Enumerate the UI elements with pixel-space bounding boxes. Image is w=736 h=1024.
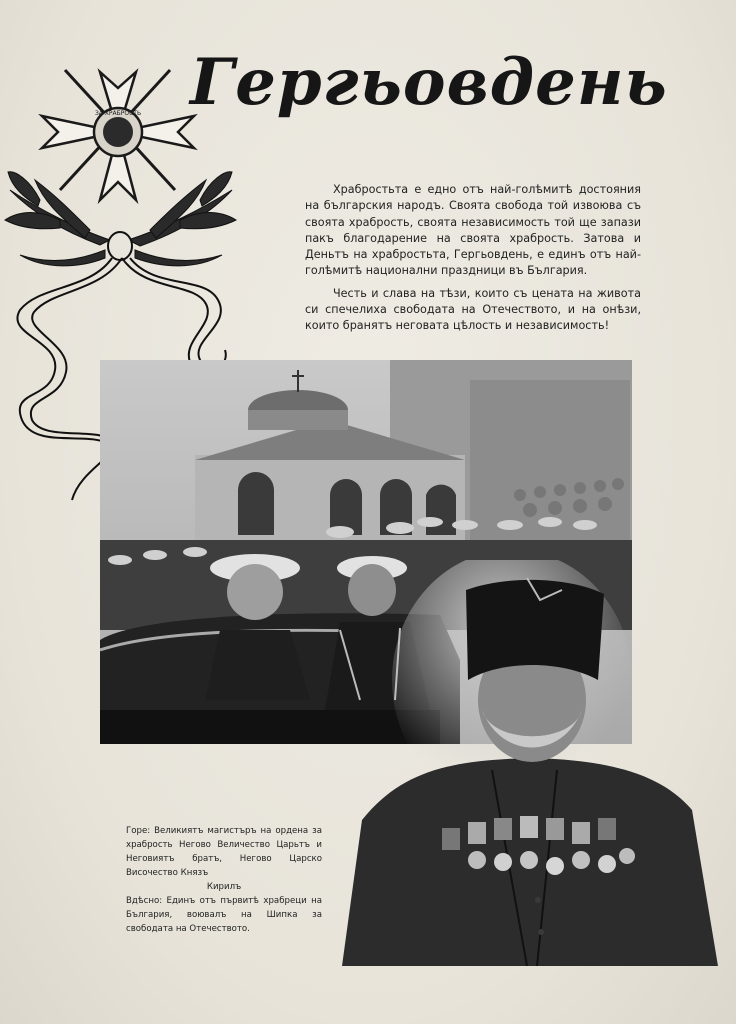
intro-text <box>305 182 641 335</box>
caption-bottom-text: Вдѣсно: Единъ отъ първитѣ храбреци на България, воювалъ на Шипка за свободата на Отечеството. <box>126 896 322 934</box>
caption-top-text: Горе: Великиятъ магистъръ на ордена за храбрость Негово Величество Царьтъ и Неговиятъ братъ, Негово Царско Височество Князъ <box>126 826 322 878</box>
intro-paragraph-2: Честь и слава на тѣзи, които съ цената на живота си спечелиха свободата на Отечеството, и на онѣзи, които бранятъ неговата цѣлость и независимость! <box>305 286 641 333</box>
photo-caption <box>126 824 322 936</box>
emblem-badge-text: ЗА ХРАБРОСТЬ <box>94 110 142 117</box>
veteran-portrait-photo <box>342 560 718 966</box>
intro-paragraph-1: Храбростьта е едно отъ най-голѣмитѣ достояния на българския народъ. Своята свобода той извоюва съ своята храбрость, своята независимость той ще запази пакъ благодарение на своята храбрость. Затова и Деньтъ на храбростьта, Гергьовдень, е единъ отъ най-голѣмитѣ национални праздници въ България. <box>305 183 641 278</box>
caption-top-name: Кирилъ <box>206 882 242 892</box>
page-title: Гергьовдень <box>190 45 668 120</box>
